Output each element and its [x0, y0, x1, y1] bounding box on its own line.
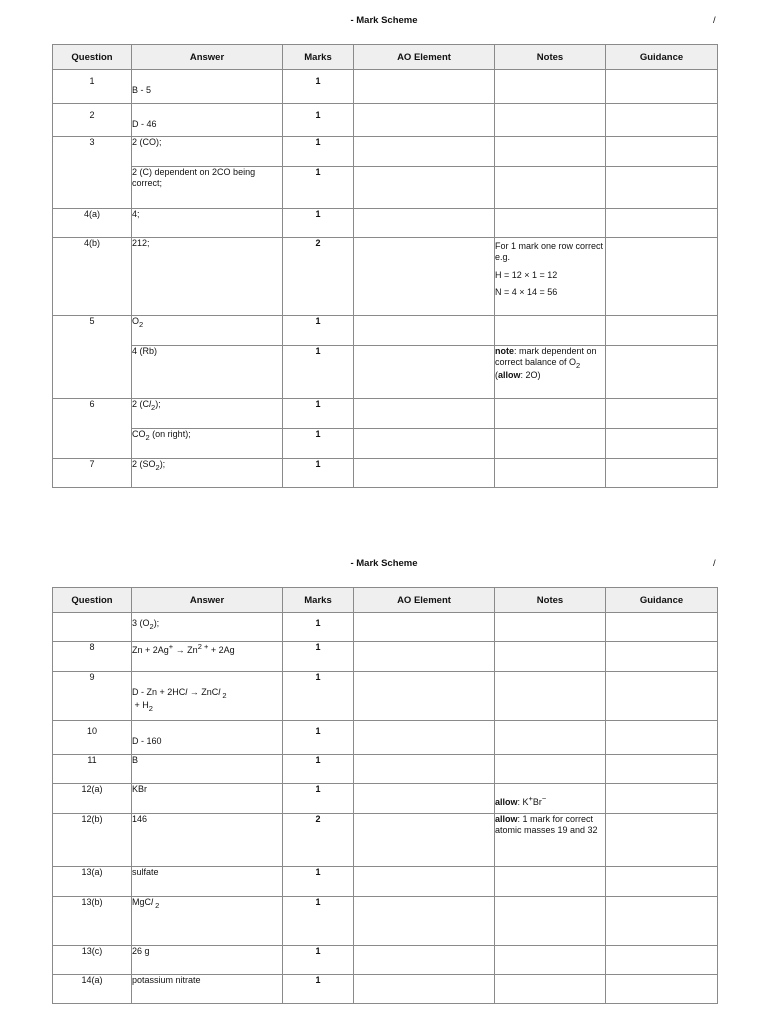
- table-row: [53, 946, 718, 975]
- answer-cell: $O_2$: [132, 316, 283, 346]
- answer-cell: 2 (CO);: [132, 137, 283, 167]
- guidance-cell: [606, 672, 718, 721]
- marks-cell: 1: [283, 399, 354, 429]
- table-header-row: [53, 45, 718, 70]
- column-header-marks: Marks: [283, 45, 354, 70]
- note-text: For 1 mark one row correct e.g.: [495, 241, 604, 263]
- ao-element-cell: [354, 429, 495, 459]
- notes-cell: [495, 104, 606, 137]
- question-cell: 13(c): [53, 946, 132, 975]
- ao-element-cell: [354, 613, 495, 642]
- guidance-cell: [606, 167, 718, 209]
- marks-cell: 1: [283, 897, 354, 946]
- table-row: [53, 429, 718, 459]
- table-row: [53, 399, 718, 429]
- question-cell: [53, 613, 132, 642]
- marks-cell: 1: [283, 613, 354, 642]
- marks-cell: 1: [283, 459, 354, 488]
- table-row: [53, 613, 718, 642]
- question-cell: 3: [53, 137, 132, 209]
- ao-element-cell: [354, 209, 495, 238]
- marks-cell: 1: [283, 946, 354, 975]
- column-header-ao-element: AO Element: [354, 45, 495, 70]
- notes-cell: [495, 897, 606, 946]
- guidance-cell: [606, 104, 718, 137]
- answer-cell: KBr: [132, 784, 283, 814]
- ao-element-cell: [354, 137, 495, 167]
- answer-cell: 2 $(SO_2)$;: [132, 459, 283, 488]
- ao-element-cell: [354, 975, 495, 1004]
- notes-cell: [495, 975, 606, 1004]
- marks-cell: 1: [283, 209, 354, 238]
- guidance-cell: [606, 721, 718, 755]
- answer-cell: B - 5: [132, 70, 283, 104]
- question-cell: 9: [53, 672, 132, 721]
- question-cell: 11: [53, 755, 132, 784]
- question-cell: 13(b): [53, 897, 132, 946]
- mark-scheme-table: [52, 44, 718, 488]
- ao-element-cell: [354, 104, 495, 137]
- marks-cell: 1: [283, 721, 354, 755]
- page-title: - Mark Scheme: [350, 15, 418, 26]
- notes-cell: [495, 209, 606, 238]
- marks-cell: 1: [283, 104, 354, 137]
- question-cell: 6: [53, 399, 132, 459]
- notes-cell: allow: K+Br−: [495, 784, 606, 814]
- question-cell: 1: [53, 70, 132, 104]
- ao-element-cell: [354, 346, 495, 399]
- question-cell: 13(a): [53, 867, 132, 897]
- page-header: [0, 15, 768, 29]
- notes-cell: [495, 642, 606, 672]
- question-cell: 10: [53, 721, 132, 755]
- ao-element-cell: [354, 784, 495, 814]
- notes-cell: [495, 721, 606, 755]
- guidance-cell: [606, 814, 718, 867]
- table-row: [53, 238, 718, 316]
- notes-cell: note: mark dependent on correct balance of $O_2$ (allow: 2O): [495, 346, 606, 399]
- marks-cell: 1: [283, 642, 354, 672]
- ao-element-cell: [354, 721, 495, 755]
- answer-cell: potassium nitrate: [132, 975, 283, 1004]
- guidance-cell: [606, 642, 718, 672]
- notes-cell: [495, 238, 606, 316]
- question-cell: 4(a): [53, 209, 132, 238]
- page-number-separator: /: [713, 558, 716, 569]
- page-title: - Mark Scheme: [350, 558, 418, 569]
- guidance-cell: [606, 897, 718, 946]
- ao-element-cell: [354, 316, 495, 346]
- page-number-separator: /: [713, 15, 716, 26]
- notes-cell: allow: 1 mark for correct atomic masses 19 and 32: [495, 814, 606, 867]
- question-cell: 7: [53, 459, 132, 488]
- note-text: H = 12 × 1 = 12: [495, 269, 558, 280]
- notes-cell: [495, 867, 606, 897]
- marks-cell: 1: [283, 346, 354, 399]
- table-header-row: [53, 588, 718, 613]
- column-header-answer: Answer: [132, 45, 283, 70]
- marks-cell: 2: [283, 814, 354, 867]
- guidance-cell: [606, 975, 718, 1004]
- question-cell: 12(b): [53, 814, 132, 867]
- column-header-question: Question: [53, 588, 132, 613]
- notes-cell: [495, 946, 606, 975]
- table-row: [53, 209, 718, 238]
- column-header-notes: Notes: [495, 45, 606, 70]
- ao-element-cell: [354, 755, 495, 784]
- guidance-cell: [606, 238, 718, 316]
- notes-cell: [495, 70, 606, 104]
- guidance-cell: [606, 346, 718, 399]
- notes-cell: [495, 316, 606, 346]
- column-header-marks: Marks: [283, 588, 354, 613]
- guidance-cell: [606, 867, 718, 897]
- table-row: [53, 316, 718, 346]
- column-header-notes: Notes: [495, 588, 606, 613]
- notes-cell: [495, 672, 606, 721]
- answer-cell: 4 (Rb): [132, 346, 283, 399]
- guidance-cell: [606, 613, 718, 642]
- column-header-question: Question: [53, 45, 132, 70]
- column-header-answer: Answer: [132, 588, 283, 613]
- guidance-cell: [606, 70, 718, 104]
- ao-element-cell: [354, 946, 495, 975]
- answer-cell: $CO_2$ (on right);: [132, 429, 283, 459]
- question-cell: 14(a): [53, 975, 132, 1004]
- mark-scheme-table: [52, 587, 718, 1004]
- answer-cell: 26 g: [132, 946, 283, 975]
- table-row: [53, 814, 718, 867]
- guidance-cell: [606, 784, 718, 814]
- notes-cell: [495, 137, 606, 167]
- column-header-guidance: Guidance: [606, 45, 718, 70]
- question-cell: 8: [53, 642, 132, 672]
- table-row: [53, 755, 718, 784]
- answer-cell: 4;: [132, 209, 283, 238]
- answer-cell: B: [132, 755, 283, 784]
- answer-cell: sulfate: [132, 867, 283, 897]
- answer-cell: D - 46: [132, 104, 283, 137]
- question-cell: 4(b): [53, 238, 132, 316]
- table-row: [53, 167, 718, 209]
- marks-cell: 1: [283, 429, 354, 459]
- answer-cell: D - 160: [132, 721, 283, 755]
- guidance-cell: [606, 459, 718, 488]
- ao-element-cell: [354, 672, 495, 721]
- marks-cell: 1: [283, 672, 354, 721]
- guidance-cell: [606, 755, 718, 784]
- marks-cell: 1: [283, 755, 354, 784]
- table-row: [53, 672, 718, 721]
- question-cell: 2: [53, 104, 132, 137]
- answer-cell: MgCl $_2$: [132, 897, 283, 946]
- page-header: [0, 558, 768, 572]
- answer-cell: 3 $(O_2)$;: [132, 613, 283, 642]
- notes-cell: [495, 755, 606, 784]
- notes-cell: [495, 399, 606, 429]
- guidance-cell: [606, 316, 718, 346]
- guidance-cell: [606, 137, 718, 167]
- table-row: [53, 867, 718, 897]
- answer-cell: 212;: [132, 238, 283, 316]
- ao-element-cell: [354, 459, 495, 488]
- question-cell: 5: [53, 316, 132, 399]
- marks-cell: 1: [283, 784, 354, 814]
- table-row: [53, 721, 718, 755]
- marks-cell: 1: [283, 316, 354, 346]
- column-header-guidance: Guidance: [606, 588, 718, 613]
- marks-cell: 1: [283, 867, 354, 897]
- guidance-cell: [606, 946, 718, 975]
- marks-cell: 1: [283, 975, 354, 1004]
- table-row: [53, 784, 718, 814]
- notes-cell: [495, 459, 606, 488]
- answer-cell: 2 (C) dependent on 2CO being correct;: [132, 167, 283, 209]
- table-row: [53, 459, 718, 488]
- ao-element-cell: [354, 238, 495, 316]
- notes-cell: [495, 613, 606, 642]
- table-row: [53, 70, 718, 104]
- ao-element-cell: [354, 867, 495, 897]
- answer-cell: 146: [132, 814, 283, 867]
- question-cell: 12(a): [53, 784, 132, 814]
- table-row: [53, 346, 718, 399]
- table-row: [53, 897, 718, 946]
- marks-cell: 1: [283, 137, 354, 167]
- guidance-cell: [606, 399, 718, 429]
- marks-cell: 2: [283, 238, 354, 316]
- marks-cell: 1: [283, 70, 354, 104]
- guidance-cell: [606, 429, 718, 459]
- answer-cell: 2 $(Cl_2)$;: [132, 399, 283, 429]
- answer-cell: D - Zn + 2HCl → ZnCl $_2$ + $H_2$: [132, 672, 283, 721]
- ao-element-cell: [354, 70, 495, 104]
- table-row: [53, 975, 718, 1004]
- notes-cell: [495, 167, 606, 209]
- table-row: [53, 137, 718, 167]
- marks-cell: 1: [283, 167, 354, 209]
- ao-element-cell: [354, 814, 495, 867]
- ao-element-cell: [354, 897, 495, 946]
- table-row: [53, 104, 718, 137]
- ao-element-cell: [354, 399, 495, 429]
- answer-cell: $Zn + 2Ag^+ \to Zn^{2 +} + 2Ag$: [132, 642, 283, 672]
- guidance-cell: [606, 209, 718, 238]
- note-text: N = 4 × 14 = 56: [495, 286, 558, 297]
- column-header-ao-element: AO Element: [354, 588, 495, 613]
- ao-element-cell: [354, 642, 495, 672]
- ao-element-cell: [354, 167, 495, 209]
- table-row: [53, 642, 718, 672]
- notes-cell: [495, 429, 606, 459]
